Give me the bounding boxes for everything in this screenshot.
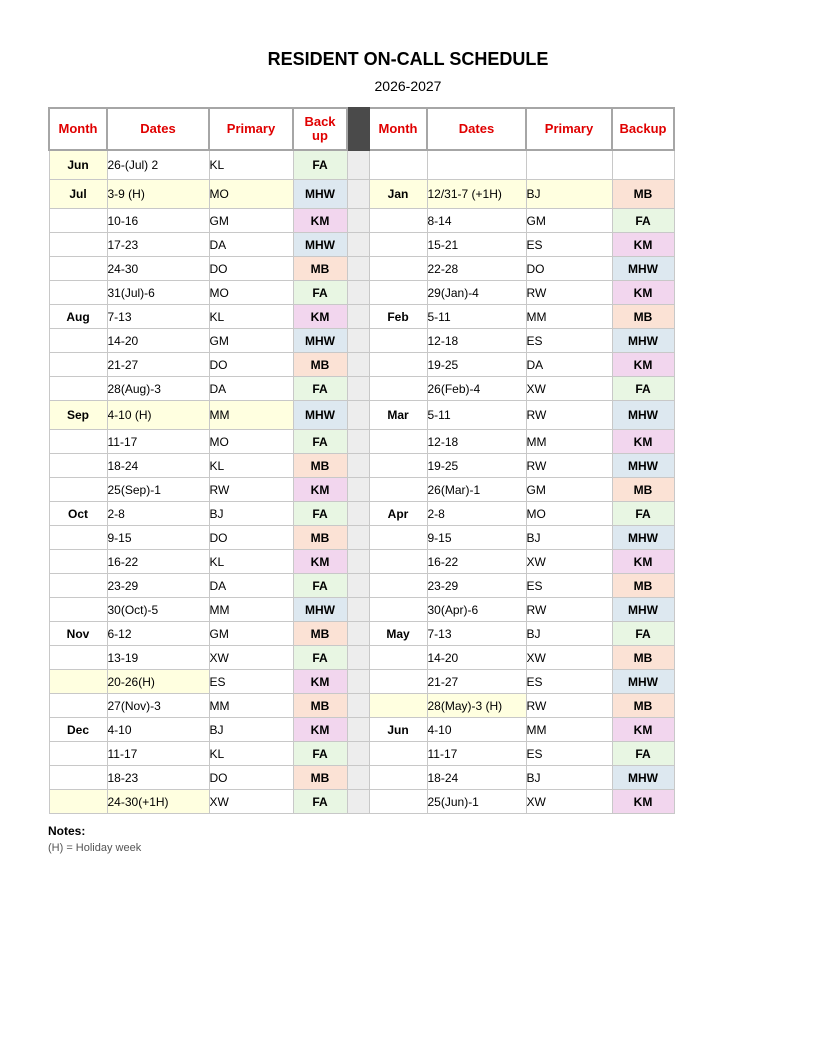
dates-cell: 9-15 — [427, 526, 526, 550]
dates-cell: 2-8 — [107, 502, 209, 526]
header-dates-right: Dates — [427, 108, 526, 150]
month-cell — [49, 694, 107, 718]
backup-cell: KM — [612, 430, 674, 454]
primary-cell: XW — [526, 377, 612, 401]
backup-cell: MB — [293, 353, 347, 377]
month-cell — [369, 353, 427, 377]
month-cell — [369, 766, 427, 790]
month-cell: Apr — [369, 502, 427, 526]
dates-cell: 18-23 — [107, 766, 209, 790]
dates-cell: 6-12 — [107, 622, 209, 646]
dates-cell: 16-22 — [427, 550, 526, 574]
month-cell — [369, 526, 427, 550]
table-row — [49, 694, 674, 718]
backup-cell: KM — [612, 281, 674, 305]
column-separator — [347, 305, 369, 329]
month-cell — [49, 790, 107, 814]
dates-cell: 3-9 (H) — [107, 180, 209, 209]
dates-cell: 21-27 — [107, 353, 209, 377]
dates-cell: 27(Nov)-3 — [107, 694, 209, 718]
backup-cell: MB — [612, 694, 674, 718]
dates-cell: 21-27 — [427, 670, 526, 694]
month-cell: Jul — [49, 180, 107, 209]
dates-cell: 7-13 — [107, 305, 209, 329]
primary-cell: ES — [209, 670, 293, 694]
primary-cell: DO — [209, 526, 293, 550]
dates-cell: 28(Aug)-3 — [107, 377, 209, 401]
table-row — [49, 150, 674, 180]
primary-cell: KL — [209, 454, 293, 478]
primary-cell: BJ — [526, 622, 612, 646]
backup-cell: MB — [612, 574, 674, 598]
column-separator — [347, 790, 369, 814]
month-cell — [369, 377, 427, 401]
primary-cell: DA — [526, 353, 612, 377]
column-separator — [347, 454, 369, 478]
backup-cell: FA — [293, 281, 347, 305]
month-cell: Aug — [49, 305, 107, 329]
column-separator — [347, 108, 369, 150]
column-separator — [347, 526, 369, 550]
column-separator — [347, 430, 369, 454]
month-cell — [369, 329, 427, 353]
primary-cell: ES — [526, 233, 612, 257]
column-separator — [347, 598, 369, 622]
backup-cell: MHW — [612, 329, 674, 353]
backup-cell: KM — [293, 478, 347, 502]
primary-cell: XW — [209, 790, 293, 814]
primary-cell: DO — [209, 257, 293, 281]
table-row — [49, 526, 674, 550]
dates-cell: 4-10 (H) — [107, 401, 209, 430]
backup-cell: MHW — [293, 598, 347, 622]
dates-cell: 7-13 — [427, 622, 526, 646]
dates-cell: 12-18 — [427, 329, 526, 353]
primary-cell: RW — [526, 401, 612, 430]
dates-cell: 18-24 — [427, 766, 526, 790]
dates-cell: 26(Feb)-4 — [427, 377, 526, 401]
dates-cell: 2-8 — [427, 502, 526, 526]
backup-cell: FA — [293, 742, 347, 766]
month-cell — [369, 478, 427, 502]
backup-cell: FA — [293, 574, 347, 598]
backup-cell: KM — [293, 209, 347, 233]
dates-cell: 14-20 — [107, 329, 209, 353]
backup-cell: FA — [293, 150, 347, 180]
primary-cell: MM — [209, 598, 293, 622]
page-subtitle: 2026-2027 — [374, 78, 442, 94]
primary-cell: XW — [209, 646, 293, 670]
backup-cell: MHW — [293, 329, 347, 353]
backup-cell — [612, 150, 674, 180]
primary-cell: ES — [526, 670, 612, 694]
month-cell — [369, 574, 427, 598]
primary-cell: XW — [526, 790, 612, 814]
dates-cell: 29(Jan)-4 — [427, 281, 526, 305]
primary-cell: ES — [526, 574, 612, 598]
backup-cell: FA — [612, 742, 674, 766]
backup-cell: MHW — [612, 454, 674, 478]
month-cell: May — [369, 622, 427, 646]
dates-cell: 16-22 — [107, 550, 209, 574]
column-separator — [347, 329, 369, 353]
table-row — [49, 257, 674, 281]
table-row — [49, 377, 674, 401]
primary-cell: GM — [526, 478, 612, 502]
dates-cell: 14-20 — [427, 646, 526, 670]
month-cell: Sep — [49, 401, 107, 430]
backup-cell: KM — [612, 718, 674, 742]
backup-cell: MHW — [612, 598, 674, 622]
table-row — [49, 430, 674, 454]
backup-cell: MHW — [612, 766, 674, 790]
month-cell — [369, 150, 427, 180]
primary-cell: RW — [526, 454, 612, 478]
backup-cell: KM — [612, 790, 674, 814]
column-separator — [347, 150, 369, 180]
month-cell — [49, 209, 107, 233]
dates-cell: 19-25 — [427, 353, 526, 377]
backup-cell: KM — [293, 718, 347, 742]
dates-cell: 23-29 — [107, 574, 209, 598]
column-separator — [347, 377, 369, 401]
table-row — [49, 233, 674, 257]
month-cell: Jan — [369, 180, 427, 209]
primary-cell: DA — [209, 574, 293, 598]
table-row — [49, 718, 674, 742]
primary-cell: RW — [526, 598, 612, 622]
dates-cell: 26(Mar)-1 — [427, 478, 526, 502]
month-cell — [369, 742, 427, 766]
table-row — [49, 766, 674, 790]
dates-cell: 11-17 — [427, 742, 526, 766]
month-cell — [369, 646, 427, 670]
dates-cell: 5-11 — [427, 305, 526, 329]
notes-text: (H) = Holiday week — [48, 842, 142, 854]
month-cell — [369, 209, 427, 233]
backup-cell: MB — [612, 646, 674, 670]
primary-cell: RW — [526, 281, 612, 305]
primary-cell: MM — [526, 430, 612, 454]
dates-cell: 24-30(+1H) — [107, 790, 209, 814]
month-cell — [49, 430, 107, 454]
month-cell: Mar — [369, 401, 427, 430]
column-separator — [347, 502, 369, 526]
table-row — [49, 329, 674, 353]
backup-cell: MHW — [612, 670, 674, 694]
month-cell — [49, 574, 107, 598]
primary-cell: KL — [209, 742, 293, 766]
month-cell: Oct — [49, 502, 107, 526]
table-row — [49, 305, 674, 329]
schedule-table — [48, 107, 675, 814]
month-cell — [49, 742, 107, 766]
table-row — [49, 401, 674, 430]
dates-cell: 12/31-7 (+1H) — [427, 180, 526, 209]
table-row — [49, 598, 674, 622]
primary-cell: DA — [209, 377, 293, 401]
backup-cell: MB — [293, 257, 347, 281]
dates-cell: 11-17 — [107, 742, 209, 766]
dates-cell: 23-29 — [427, 574, 526, 598]
month-cell — [49, 550, 107, 574]
month-cell — [49, 670, 107, 694]
primary-cell: ES — [526, 742, 612, 766]
table-row — [49, 478, 674, 502]
dates-cell: 4-10 — [427, 718, 526, 742]
dates-cell: 10-16 — [107, 209, 209, 233]
column-separator — [347, 574, 369, 598]
month-cell — [49, 478, 107, 502]
primary-cell: MM — [526, 718, 612, 742]
primary-cell: GM — [209, 209, 293, 233]
month-cell — [369, 694, 427, 718]
dates-cell — [427, 150, 526, 180]
schedule-body — [49, 150, 674, 814]
header-backup-left: Back up — [293, 108, 347, 150]
month-cell: Jun — [369, 718, 427, 742]
backup-cell: MHW — [612, 401, 674, 430]
dates-cell: 31(Jul)-6 — [107, 281, 209, 305]
dates-cell: 20-26(H) — [107, 670, 209, 694]
dates-cell: 30(Oct)-5 — [107, 598, 209, 622]
backup-cell: MHW — [612, 257, 674, 281]
header-primary-right: Primary — [526, 108, 612, 150]
column-separator — [347, 257, 369, 281]
backup-cell: MB — [293, 526, 347, 550]
primary-cell: BJ — [526, 526, 612, 550]
month-cell — [49, 233, 107, 257]
month-cell: Dec — [49, 718, 107, 742]
primary-cell: BJ — [526, 766, 612, 790]
dates-cell: 4-10 — [107, 718, 209, 742]
backup-cell: MB — [612, 180, 674, 209]
month-cell — [369, 257, 427, 281]
column-separator — [347, 209, 369, 233]
backup-cell: MB — [293, 454, 347, 478]
table-row — [49, 574, 674, 598]
backup-cell: FA — [612, 209, 674, 233]
backup-cell: MHW — [293, 233, 347, 257]
primary-cell: KL — [209, 150, 293, 180]
backup-cell: KM — [612, 550, 674, 574]
primary-cell: XW — [526, 550, 612, 574]
month-cell — [49, 526, 107, 550]
primary-cell: DA — [209, 233, 293, 257]
primary-cell: KL — [209, 305, 293, 329]
column-separator — [347, 180, 369, 209]
column-separator — [347, 478, 369, 502]
backup-cell: FA — [612, 622, 674, 646]
primary-cell: RW — [526, 694, 612, 718]
dates-cell: 22-28 — [427, 257, 526, 281]
backup-cell: MHW — [293, 180, 347, 209]
notes-label: Notes: — [48, 824, 86, 838]
backup-cell: MB — [293, 766, 347, 790]
column-separator — [347, 401, 369, 430]
month-cell — [369, 790, 427, 814]
month-cell — [49, 646, 107, 670]
primary-cell: RW — [209, 478, 293, 502]
backup-cell: KM — [293, 305, 347, 329]
dates-cell: 26-(Jul) 2 — [107, 150, 209, 180]
dates-cell: 12-18 — [427, 430, 526, 454]
backup-cell: KM — [293, 550, 347, 574]
backup-cell: FA — [293, 502, 347, 526]
primary-cell: MM — [209, 694, 293, 718]
column-separator — [347, 281, 369, 305]
dates-cell: 9-15 — [107, 526, 209, 550]
primary-cell: MM — [209, 401, 293, 430]
primary-cell: ES — [526, 329, 612, 353]
month-cell — [49, 353, 107, 377]
dates-cell: 19-25 — [427, 454, 526, 478]
backup-cell: FA — [612, 377, 674, 401]
backup-cell: FA — [293, 646, 347, 670]
column-separator — [347, 353, 369, 377]
month-cell — [369, 670, 427, 694]
dates-cell: 25(Jun)-1 — [427, 790, 526, 814]
primary-cell: BJ — [526, 180, 612, 209]
table-row — [49, 622, 674, 646]
column-separator — [347, 718, 369, 742]
table-row — [49, 646, 674, 670]
backup-cell: FA — [293, 430, 347, 454]
table-row — [49, 353, 674, 377]
column-separator — [347, 622, 369, 646]
backup-cell: MB — [293, 622, 347, 646]
month-cell — [369, 430, 427, 454]
backup-cell: MHW — [612, 526, 674, 550]
dates-cell: 11-17 — [107, 430, 209, 454]
primary-cell: GM — [526, 209, 612, 233]
table-row — [49, 670, 674, 694]
backup-cell: FA — [293, 790, 347, 814]
primary-cell: BJ — [209, 718, 293, 742]
primary-cell: MO — [209, 281, 293, 305]
table-row — [49, 180, 674, 209]
backup-cell: MHW — [293, 401, 347, 430]
dates-cell: 15-21 — [427, 233, 526, 257]
primary-cell — [526, 150, 612, 180]
primary-cell: MM — [526, 305, 612, 329]
header-backup-right: Backup — [612, 108, 674, 150]
header-primary-left: Primary — [209, 108, 293, 150]
backup-cell: KM — [612, 353, 674, 377]
month-cell — [369, 598, 427, 622]
dates-cell: 18-24 — [107, 454, 209, 478]
page-title: RESIDENT ON-CALL SCHEDULE — [267, 49, 549, 69]
primary-cell: MO — [526, 502, 612, 526]
backup-cell: MB — [612, 305, 674, 329]
month-cell — [369, 281, 427, 305]
month-cell — [49, 329, 107, 353]
primary-cell: GM — [209, 622, 293, 646]
dates-cell: 28(May)-3 (H) — [427, 694, 526, 718]
table-row — [49, 502, 674, 526]
primary-cell: DO — [209, 766, 293, 790]
month-cell: Jun — [49, 150, 107, 180]
month-cell — [49, 454, 107, 478]
month-cell: Nov — [49, 622, 107, 646]
month-cell — [49, 257, 107, 281]
dates-cell: 24-30 — [107, 257, 209, 281]
column-separator — [347, 550, 369, 574]
dates-cell: 5-11 — [427, 401, 526, 430]
month-cell — [49, 377, 107, 401]
month-cell: Feb — [369, 305, 427, 329]
primary-cell: MO — [209, 180, 293, 209]
header-dates-left: Dates — [107, 108, 209, 150]
month-cell — [49, 766, 107, 790]
month-cell — [369, 233, 427, 257]
backup-cell: MB — [293, 694, 347, 718]
column-separator — [347, 670, 369, 694]
backup-cell: MB — [612, 478, 674, 502]
backup-cell: KM — [612, 233, 674, 257]
primary-cell: BJ — [209, 502, 293, 526]
column-separator — [347, 742, 369, 766]
primary-cell: DO — [526, 257, 612, 281]
primary-cell: XW — [526, 646, 612, 670]
dates-cell: 13-19 — [107, 646, 209, 670]
table-row — [49, 550, 674, 574]
header-row — [49, 108, 674, 150]
month-cell — [49, 281, 107, 305]
primary-cell: MO — [209, 430, 293, 454]
month-cell — [49, 598, 107, 622]
column-separator — [347, 694, 369, 718]
month-cell — [369, 454, 427, 478]
primary-cell: GM — [209, 329, 293, 353]
header-month-left: Month — [49, 108, 107, 150]
table-row — [49, 454, 674, 478]
backup-cell: FA — [612, 502, 674, 526]
dates-cell: 30(Apr)-6 — [427, 598, 526, 622]
column-separator — [347, 233, 369, 257]
month-cell — [369, 550, 427, 574]
table-row — [49, 742, 674, 766]
column-separator — [347, 766, 369, 790]
backup-cell: KM — [293, 670, 347, 694]
table-row — [49, 790, 674, 814]
dates-cell: 17-23 — [107, 233, 209, 257]
backup-cell: FA — [293, 377, 347, 401]
primary-cell: DO — [209, 353, 293, 377]
table-row — [49, 209, 674, 233]
table-row — [49, 281, 674, 305]
column-separator — [347, 646, 369, 670]
header-month-right: Month — [369, 108, 427, 150]
dates-cell: 25(Sep)-1 — [107, 478, 209, 502]
dates-cell: 8-14 — [427, 209, 526, 233]
primary-cell: KL — [209, 550, 293, 574]
